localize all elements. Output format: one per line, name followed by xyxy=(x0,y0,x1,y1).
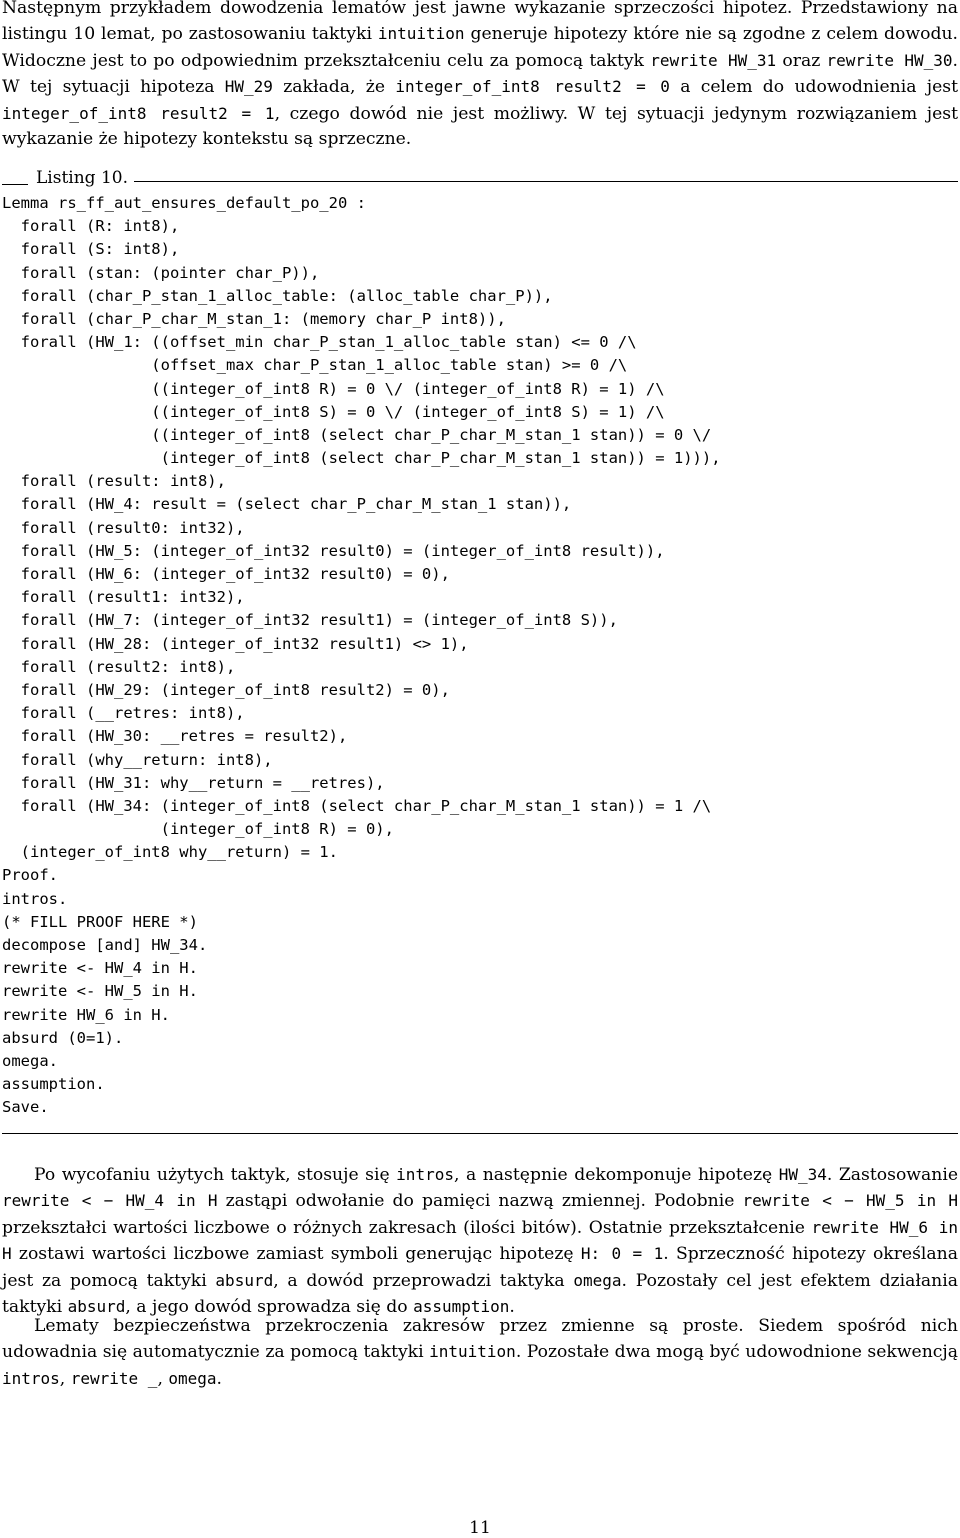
code-line: forall (HW_4: result = (select char_P_char_M_stan_1 stan)), xyxy=(2,495,572,514)
code-line: forall (result: int8), xyxy=(2,472,226,491)
code-line: forall (S: int8), xyxy=(2,240,180,259)
text-run: Następnym przykładem dowodzenia lematów jest jawne wykazanie sprzeczości hipotez. Przedstawiony na listingu 10 lemat, po zastosowaniu taktyki xyxy=(2,0,958,45)
code-line: absurd (0=1). xyxy=(2,1028,124,1047)
code-line: assumption. xyxy=(2,1075,105,1094)
intro-paragraph xyxy=(2,0,958,152)
code-line: Lemma rs_ff_aut_ensures_default_po_20 : xyxy=(2,194,366,212)
text-run: Lematy bezpieczeństwa przekroczenia zakresów przez zmienne są proste. Siedem spośród nich udowadnia się automatycznie za pomocą taktyki xyxy=(2,1316,958,1363)
text-run: Po wycofaniu użytych taktyk, stosuje się xyxy=(34,1165,397,1185)
code-line: forall (HW_5: (integer_of_int32 result0) = (integer_of_int8 result)), xyxy=(2,541,665,560)
code-line: forall (stan: (pointer char_P)), xyxy=(2,263,320,282)
code-line: (offset_max char_P_stan_1_alloc_table stan) >= 0 /\ xyxy=(2,356,628,375)
text-run: , xyxy=(59,1368,71,1389)
code-line: forall (HW_6: (integer_of_int32 result0) = 0), xyxy=(2,565,450,583)
code-term: rewrite < − HW_4 in H xyxy=(2,1191,218,1211)
code-listing xyxy=(2,192,958,1120)
listing-caption: Listing 10. xyxy=(36,168,128,188)
code-term: rewrite < − HW_5 in H xyxy=(742,1191,958,1211)
text-run: . xyxy=(509,1297,515,1318)
code-line: decompose [and] HW_34. xyxy=(2,936,208,954)
text-run: . W tej sytuacji hipoteza xyxy=(2,50,958,98)
code-line: ((integer_of_int8 S) = 0 \/ (integer_of_int8 S) = 1) /\ xyxy=(2,402,665,421)
code-line: (* FILL PROOF HERE *) xyxy=(2,912,198,931)
text-run: . Pozostałe dwa mogą być udowodnione sekwencją xyxy=(515,1342,958,1363)
code-term: intuition xyxy=(429,1342,516,1362)
code-line: Proof. xyxy=(2,866,58,885)
code-line: forall (result0: int32), xyxy=(2,518,245,537)
code-line: Save. xyxy=(2,1098,49,1117)
code-term: intuition xyxy=(377,24,465,44)
text-run: , a następnie dekomponuje hipotezę xyxy=(453,1165,779,1185)
text-run: generuje hipotezy które nie są zgodne z celem dowodu. Widoczne jest to po odpowiednim przekształceniu celu za pomocą taktyk xyxy=(2,24,958,71)
code-term: absurd xyxy=(67,1297,126,1317)
code-line: forall (why__return: int8), xyxy=(2,750,273,769)
code-term: rewrite HW_6 in H xyxy=(2,1217,958,1264)
code-line: forall (HW_1: ((offset_min char_P_stan_1_alloc_table stan) <= 0 /\ xyxy=(2,333,637,352)
text-run: oraz xyxy=(776,50,827,71)
text-run: , czego dowód nie jest możliwy. W tej sytuacji jedynym rozwiązaniem jest wykazanie że hipotezy kontekstu są sprzeczne. xyxy=(2,103,958,150)
text-run: , xyxy=(157,1368,169,1389)
code-term: rewrite _ xyxy=(70,1368,158,1388)
code-term: rewrite HW_31 xyxy=(650,50,777,70)
code-line: forall (HW_29: (integer_of_int8 result2) = 0), xyxy=(2,680,450,699)
code-line: ((integer_of_int8 R) = 0 \/ (integer_of_int8 R) = 1) /\ xyxy=(2,379,665,398)
code-line: (integer_of_int8 why__return) = 1. xyxy=(2,843,338,862)
code-line: forall (char_P_char_M_stan_1: (memory char_P int8)), xyxy=(2,309,506,328)
text-run: a celem do udowodnienia jest xyxy=(669,77,959,98)
text-run: , a dowód przeprowadzi taktyka xyxy=(273,1270,574,1291)
code-line: forall (result2: int8), xyxy=(2,657,236,676)
code-line: omega. xyxy=(2,1051,58,1070)
code-line: (integer_of_int8 R) = 0), xyxy=(2,820,394,839)
code-line: forall (result1: int32), xyxy=(2,588,245,607)
code-term: assumption xyxy=(413,1297,510,1317)
listing-header xyxy=(2,168,958,188)
summary-paragraph xyxy=(2,1314,958,1392)
code-line: (integer_of_int8 (select char_P_char_M_stan_1 stan)) = 1))), xyxy=(2,449,721,468)
code-term: omega xyxy=(168,1368,217,1388)
explanation-paragraph xyxy=(2,1162,958,1320)
code-line: rewrite <- HW_4 in H. xyxy=(2,959,198,978)
code-line: ((integer_of_int8 (select char_P_char_M_stan_1 stan)) = 0 \/ xyxy=(2,425,712,444)
text-run: zostawi wartości liczbowe zamiast symboli generując hipotezę xyxy=(11,1244,581,1265)
code-line: forall (HW_31: why__return = __retres), xyxy=(2,773,385,792)
code-line: rewrite <- HW_5 in H. xyxy=(2,982,198,1001)
code-line: forall (HW_30: __retres = result2), xyxy=(2,727,348,746)
code-term: absurd xyxy=(215,1270,274,1290)
listing-rule-right xyxy=(134,181,958,182)
code-term: HW_34 xyxy=(778,1165,827,1184)
code-term: intros xyxy=(2,1368,60,1388)
code-term: integer_of_int8 result2 = 1 xyxy=(2,103,275,123)
listing-bottom-rule xyxy=(2,1133,958,1134)
text-run: . Pozostały cel jest efektem działania taktyki xyxy=(2,1270,958,1318)
code-line: forall (R: int8), xyxy=(2,217,180,236)
code-term: HW_29 xyxy=(224,77,273,97)
code-line: forall (HW_7: (integer_of_int32 result1) = (integer_of_int8 S)), xyxy=(2,611,618,630)
text-run: . Zastosowanie xyxy=(826,1165,958,1185)
code-term: omega xyxy=(573,1270,622,1290)
listing-rule-left xyxy=(2,184,28,185)
code-term: integer_of_int8 result2 = 0 xyxy=(395,77,670,97)
text-run: . xyxy=(216,1368,223,1389)
text-run: zakłada, że xyxy=(272,77,396,98)
code-line: forall (char_P_stan_1_alloc_table: (alloc_table char_P)), xyxy=(2,286,553,305)
code-term: H: 0 = 1 xyxy=(580,1244,664,1264)
text-run: , a jego dowód sprowadza się do xyxy=(125,1297,414,1318)
text-run: . Sprzeczność hipotezy określana jest za pomocą taktyki xyxy=(2,1244,958,1291)
code-line: forall (HW_34: (integer_of_int8 (select char_P_char_M_stan_1 stan)) = 1 /\ xyxy=(2,796,712,815)
code-line: rewrite HW_6 in H. xyxy=(2,1005,170,1024)
code-line: intros. xyxy=(2,889,68,908)
code-line: forall (HW_28: (integer_of_int32 result1) <> 1), xyxy=(2,634,469,653)
text-run: przekształci wartości liczbowe o różnych zakresach (ilości bitów). Ostatnie przekształcenie xyxy=(2,1217,812,1238)
page-number: 11 xyxy=(469,1518,491,1538)
code-term: intros xyxy=(396,1165,454,1184)
code-term: rewrite HW_30 xyxy=(826,50,953,70)
text-run: zastąpi odwołanie do pamięci nazwą zmiennej. Podobnie xyxy=(217,1191,743,1212)
code-line: forall (__retres: int8), xyxy=(2,704,245,723)
